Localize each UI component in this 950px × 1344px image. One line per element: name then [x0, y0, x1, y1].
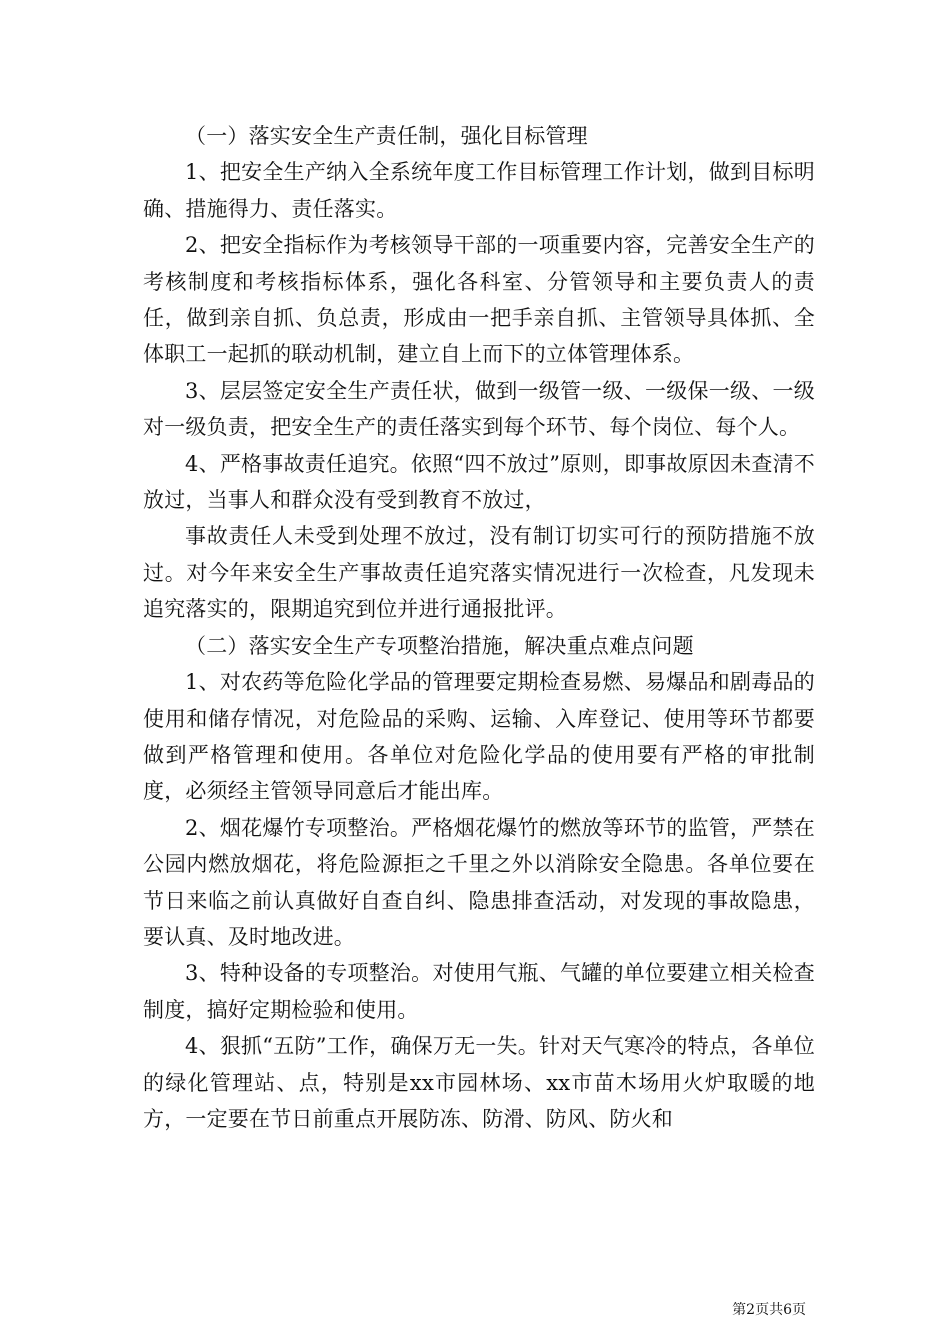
- paragraph-2-2: 2、烟花爆竹专项整治。严格烟花爆竹的燃放等环节的监管，严禁在公园内燃放烟花，将危险源拒之千里之外以消除安全隐患。各单位要在节日来临之前认真做好自查自纠、隐患排查活动，对发现的事故隐患，要认真、及时地改进。: [143, 815, 815, 949]
- paragraph-1-1: 1、把安全生产纳入全系统年度工作目标管理工作计划，做到目标明确、措施得力、责任落实。: [143, 160, 815, 221]
- paragraph-1-2: 2、把安全指标作为考核领导干部的一项重要内容，完善安全生产的考核制度和考核指标体系，强化各科室、分管领导和主要负责人的责任，做到亲自抓、负总责，形成由一把手亲自抓、主管领导具体抓、全体职工一起抓的联动机制，建立自上而下的立体管理体系。: [143, 233, 815, 367]
- document-body: [143, 118, 815, 1137]
- paragraph-1-4-continued: 事故责任人未受到处理不放过，没有制订切实可行的预防措施不放过。对今年来安全生产事故责任追究落实情况进行一次检查，凡发现未追究落实的，限期追究到位并进行通报批评。: [143, 524, 815, 622]
- paragraph-1-4: 4、严格事故责任追究。依照“四不放过”原则，即事故原因未查清不放过，当事人和群众没有受到教育不放过，: [143, 451, 815, 513]
- paragraph-2-3: 3、特种设备的专项整治。对使用气瓶、气罐的单位要建立相关检查制度，搞好定期检验和使用。: [143, 961, 815, 1022]
- page-number-footer: 第2页共6页: [732, 1302, 806, 1318]
- section-heading-1: （一）落实安全生产责任制，强化目标管理: [185, 124, 588, 148]
- paragraph-2-4: 4、狠抓“五防”工作，确保万无一失。针对天气寒冷的特点，各单位的绿化管理站、点，特别是xx市园林场、xx市苗木场用火炉取暖的地方，一定要在节日前重点开展防冻、防滑、防风、防火和: [143, 1034, 815, 1131]
- paragraph-2-1: 1、对农药等危险化学品的管理要定期检查易燃、易爆品和剧毒品的使用和储存情况，对危险品的采购、运输、入库登记、使用等环节都要做到严格管理和使用。各单位对危险化学品的使用要有严格的审批制度，必须经主管领导同意后才能出库。: [143, 670, 815, 804]
- paragraph-1-3: 3、层层签定安全生产责任状，做到一级管一级、一级保一级、一级对一级负责，把安全生产的责任落实到每个环节、每个岗位、每个人。: [143, 378, 815, 440]
- section-heading-2: （二）落实安全生产专项整治措施，解决重点难点问题: [185, 633, 694, 658]
